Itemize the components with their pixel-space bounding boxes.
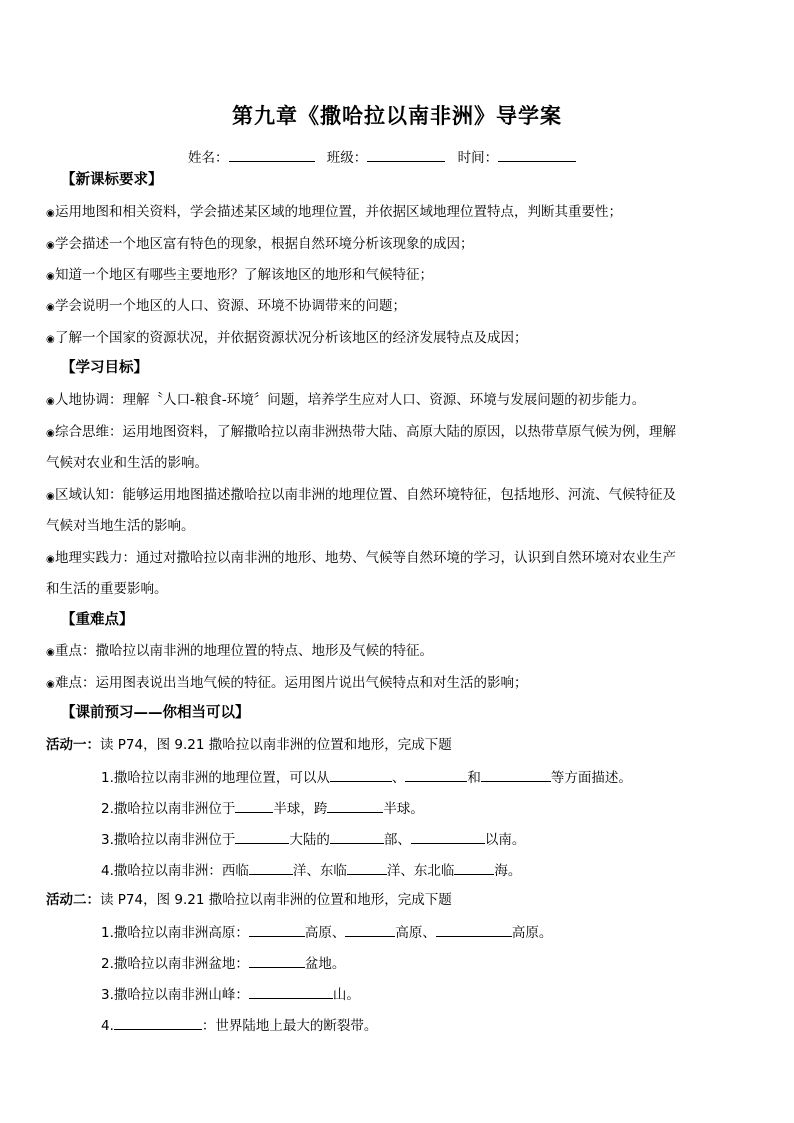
activity1-question-1: 1.撒哈拉以南非洲的地理位置，可以从 、 和 等方面描述。 bbox=[101, 767, 632, 787]
key-point-item: ◉重点：撒哈拉以南非洲的地理位置的特点、地形及气候的特征。 bbox=[46, 642, 433, 662]
activity2-question-2: 2.撒哈拉以南非洲盆地： 盆地。 bbox=[101, 953, 345, 973]
goal-item: ◉综合思维：运用地图资料，了解撒哈拉以南非洲热带大陆、高原大陆的原因，以热带草原气候为例，理解 bbox=[46, 423, 676, 443]
goal-item: ◉地理实践力：通过对撒哈拉以南非洲的地形、地势、气候等自然环境的学习，认识到自然环境对农业生产 bbox=[46, 549, 676, 569]
bullet-icon: ◉ bbox=[46, 647, 55, 658]
requirement-item: ◉学会描述一个地区富有特色的现象，根据自然环境分析该现象的成因； bbox=[46, 235, 474, 255]
class-blank[interactable] bbox=[367, 147, 445, 162]
name-label: 姓名： bbox=[188, 150, 229, 166]
activity2-question-4: 4. ：世界陆地上最大的断裂带。 bbox=[101, 1015, 377, 1035]
goal-item-continued: 气候对当地生活的影响。 bbox=[46, 518, 195, 534]
section-requirements: 【新课标要求】 bbox=[61, 172, 163, 188]
key-point-item: ◉难点：运用图表说出当地气候的特征。运用图片说出气候特点和对生活的影响； bbox=[46, 674, 528, 694]
answer-blank[interactable] bbox=[411, 829, 485, 844]
bullet-icon: ◉ bbox=[46, 334, 55, 345]
requirement-item: ◉知道一个地区有哪些主要地形？了解该地区的地形和气候特征； bbox=[46, 266, 433, 286]
answer-blank[interactable] bbox=[327, 798, 383, 813]
answer-blank[interactable] bbox=[249, 984, 333, 999]
student-info-row bbox=[188, 146, 584, 166]
activity1-question-4: 4.撒哈拉以南非洲：西临 洋、东临 洋、东北临 海。 bbox=[101, 860, 521, 880]
requirement-item: ◉运用地图和相关资料，学会描述某区域的地理位置，并依据区域地理位置特点，判断其重要性； bbox=[46, 203, 622, 223]
answer-blank[interactable] bbox=[249, 860, 293, 875]
activity1-heading: 活动一：读 P74，图 9.21 撒哈拉以南非洲的位置和地形，完成下题 bbox=[46, 737, 452, 753]
answer-blank[interactable] bbox=[481, 767, 551, 782]
answer-blank[interactable] bbox=[235, 829, 289, 844]
section-goals: 【学习目标】 bbox=[61, 360, 148, 376]
goal-item-continued: 和生活的重要影响。 bbox=[46, 581, 168, 597]
page-title: 第九章《撒哈拉以南非洲》导学案 bbox=[232, 103, 562, 128]
section-preview: 【课前预习——你相当可以】 bbox=[61, 705, 250, 721]
bullet-icon: ◉ bbox=[46, 271, 55, 282]
answer-blank[interactable] bbox=[114, 1015, 202, 1030]
answer-blank[interactable] bbox=[345, 922, 395, 937]
activity1-question-3: 3.撒哈拉以南非洲位于 大陆的 部、 以南。 bbox=[101, 829, 525, 849]
activity2-question-1: 1.撒哈拉以南非洲高原： 高原、 高原、 高原。 bbox=[101, 922, 552, 942]
bullet-icon: ◉ bbox=[46, 302, 55, 313]
time-label: 时间： bbox=[457, 150, 499, 166]
bullet-icon: ◉ bbox=[46, 491, 55, 502]
requirement-item: ◉学会说明一个地区的人口、资源、环境不协调带来的问题； bbox=[46, 297, 406, 317]
answer-blank[interactable] bbox=[330, 767, 392, 782]
bullet-icon: ◉ bbox=[46, 396, 55, 407]
answer-blank[interactable] bbox=[235, 798, 273, 813]
goal-item: ◉人地协调：理解〝人口-粮食-环境〞问题，培养学生应对人口、资源、环境与发展问题的初步能力。 bbox=[46, 391, 645, 411]
answer-blank[interactable] bbox=[249, 953, 305, 968]
section-key-points: 【重难点】 bbox=[61, 612, 134, 628]
bullet-icon: ◉ bbox=[46, 679, 55, 690]
name-blank[interactable] bbox=[229, 147, 315, 162]
activity2-question-3: 3.撒哈拉以南非洲山峰： 山。 bbox=[101, 984, 360, 1004]
time-blank[interactable] bbox=[498, 147, 576, 162]
bullet-icon: ◉ bbox=[46, 208, 55, 219]
activity1-question-2: 2.撒哈拉以南非洲位于 半球，跨 半球。 bbox=[101, 798, 424, 818]
answer-blank[interactable] bbox=[436, 922, 512, 937]
class-label: 班级： bbox=[326, 150, 368, 166]
bullet-icon: ◉ bbox=[46, 554, 55, 565]
requirement-item: ◉了解一个国家的资源状况，并依据资源状况分析该地区的经济发展特点及成因； bbox=[46, 329, 528, 349]
answer-blank[interactable] bbox=[454, 860, 494, 875]
answer-blank[interactable] bbox=[347, 860, 387, 875]
answer-blank[interactable] bbox=[249, 922, 305, 937]
goal-item: ◉区域认知：能够运用地图描述撒哈拉以南非洲的地理位置、自然环境特征，包括地形、河流、气候特征及 bbox=[46, 486, 676, 506]
bullet-icon: ◉ bbox=[46, 240, 55, 251]
answer-blank[interactable] bbox=[330, 829, 384, 844]
answer-blank[interactable] bbox=[405, 767, 467, 782]
activity2-heading: 活动二：读 P74，图 9.21 撒哈拉以南非洲的位置和地形，完成下题 bbox=[46, 892, 452, 908]
goal-item-continued: 气候对农业和生活的影响。 bbox=[46, 455, 208, 471]
bullet-icon: ◉ bbox=[46, 428, 55, 439]
